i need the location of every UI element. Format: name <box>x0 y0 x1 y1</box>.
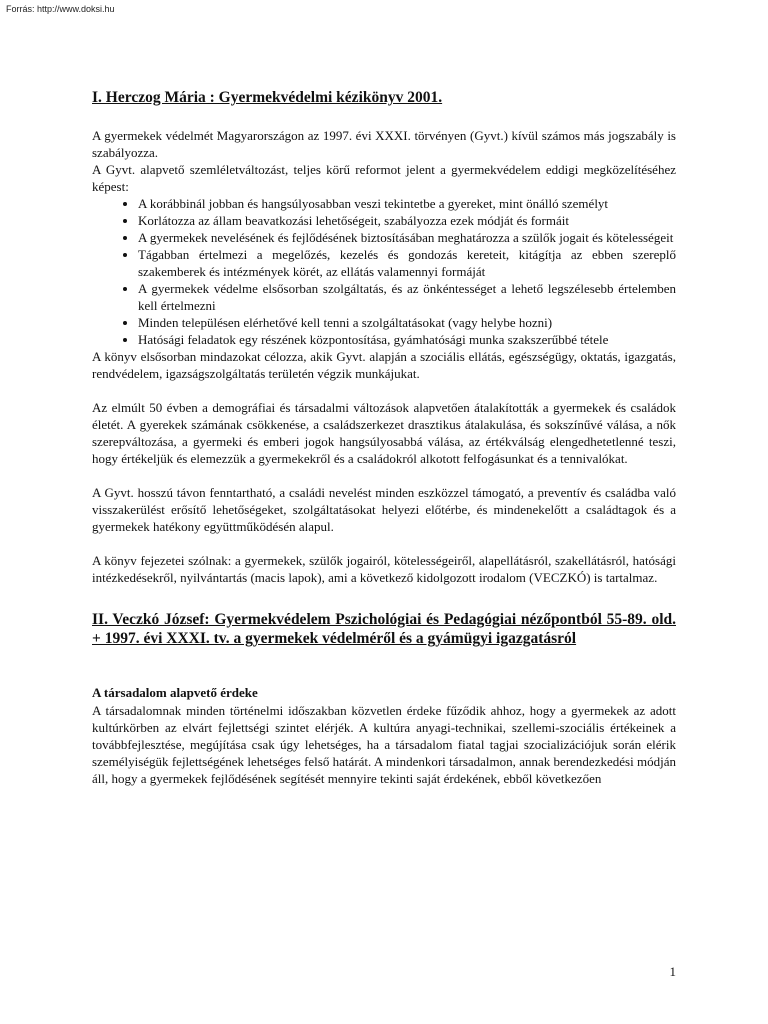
list-item: • Minden településen elérhetővé kell tenni a szolgáltatásokat (vagy helybe hozni) <box>138 314 676 331</box>
section2-subtitle: A társadalom alapvető érdeke <box>92 685 258 700</box>
list-item: • A korábbinál jobban és hangsúlyosabban veszi tekintetbe a gyereket, mint önálló személyt <box>138 195 676 212</box>
list-item: • A gyermekek védelme elsősorban szolgáltatás, és az önkéntességet a lehető legszélesebb értelemben kell értelmezni <box>138 280 676 314</box>
section2-paragraph-1: A társadalomnak minden történelmi időszakban közvetlen érdeke fűződik ahhoz, hogy a gyermekek az adott kultúrkörben az elvárt fejlettségi szintet elérjék. A kultúra anyagi-technikai, szellemi-szociális értékeinek a továbbfejlesztése, megújítása csak úgy lehetséges, ha a társadalom fiatal tagjai szocializációjuk során elérik személyiségük fejlettségének lehetséges felső határát. A mindenkori társadalmon, annak berendezkedési módján áll, hogy a gyermekek fejlődésének segítését mennyire tekinti saját érdekének, ebből következően <box>92 703 676 786</box>
section1-bullet-list <box>92 195 676 348</box>
section1-paragraph-6: A könyv fejezetei szólnak: a gyermekek, szülők jogairól, kötelességeiről, alapellátásról, szakellátásról, hatósági intézkedésekről, nyilvántartás (macis lapok), ami a következő kidolgozott irodalom (VECZKÓ) is tartalmaz. <box>92 553 676 585</box>
list-item: • A gyermekek nevelésének és fejlődésének biztosításában meghatározza a szülők jogait és kötelességeit <box>138 229 676 246</box>
section1-paragraph-5: A Gyvt. hosszú távon fenntartható, a családi nevelést minden eszközzel támogató, a preventív és családba való visszakerülést erősítő lehetőségeket, szolgáltatásokat helyezi előtérbe, és mindenekelőtt a családtagok és a gyermekek hatékony együttműködésén alapul. <box>92 485 676 534</box>
list-item: • Hatósági feladatok egy részének központosítása, gyámhatósági munka szakszerűbbé tétele <box>138 331 676 348</box>
source-line: Forrás: http://www.doksi.hu <box>6 4 115 14</box>
list-item: • Tágabban értelmezi a megelőzés, kezelés és gondozás kereteit, kitágítja az ebben szereplő szakemberek és intézmények körét, az ellátás valamennyi formáját <box>138 246 676 280</box>
section1-paragraph-3: A könyv elsősorban mindazokat célozza, akik Gyvt. alapján a szociális ellátás, egészségügy, oktatás, igazgatás, rendvédelem, igazságszolgáltatás területén végzik munkájukat. <box>92 349 676 381</box>
section1-paragraph-4: Az elmúlt 50 évben a demográfiai és társadalmi változások alapvetően átalakították a gyermekek és családok életét. A gyerekek számának csökkenése, a családszerkezet drasztikus átalakulása, és sokszínűvé válása, a nők szerepváltozása, a gyermeki és emberi jogok hangsúlyosabbá válása, az értékválság elengedhetetlenné teszi, hogy értékeljük és elemezzük a gyermekekről és a családokról alkotott felfogásunkat és a tennivalókat. <box>92 400 676 466</box>
page-number: 1 <box>669 964 676 979</box>
section1-paragraph-2: A Gyvt. alapvető szemléletváltozást, teljes körű reformot jelent a gyermekvédelem eddigi megközelítéséhez képest: <box>92 162 676 194</box>
section1-paragraph-1: A gyermekek védelmét Magyarországon az 1997. évi XXXI. törvényen (Gyvt.) kívül számos más jogszabály is szabályozza. <box>92 128 676 160</box>
list-item: • Korlátozza az állam beavatkozási lehetőségeit, szabályozza ezek módját és formáit <box>138 212 676 229</box>
section2-title: II. Veczkó József: Gyermekvédelem Pszichológiai és Pedagógiai nézőpontból 55-89. old. + 1997. évi XXXI. tv. a gyermekek védelméről és a gyámügyi igazgatásról <box>92 611 676 647</box>
section1-title: I. Herczog Mária : Gyermekvédelmi kézikönyv 2001. <box>92 89 443 106</box>
document-body <box>92 88 676 787</box>
